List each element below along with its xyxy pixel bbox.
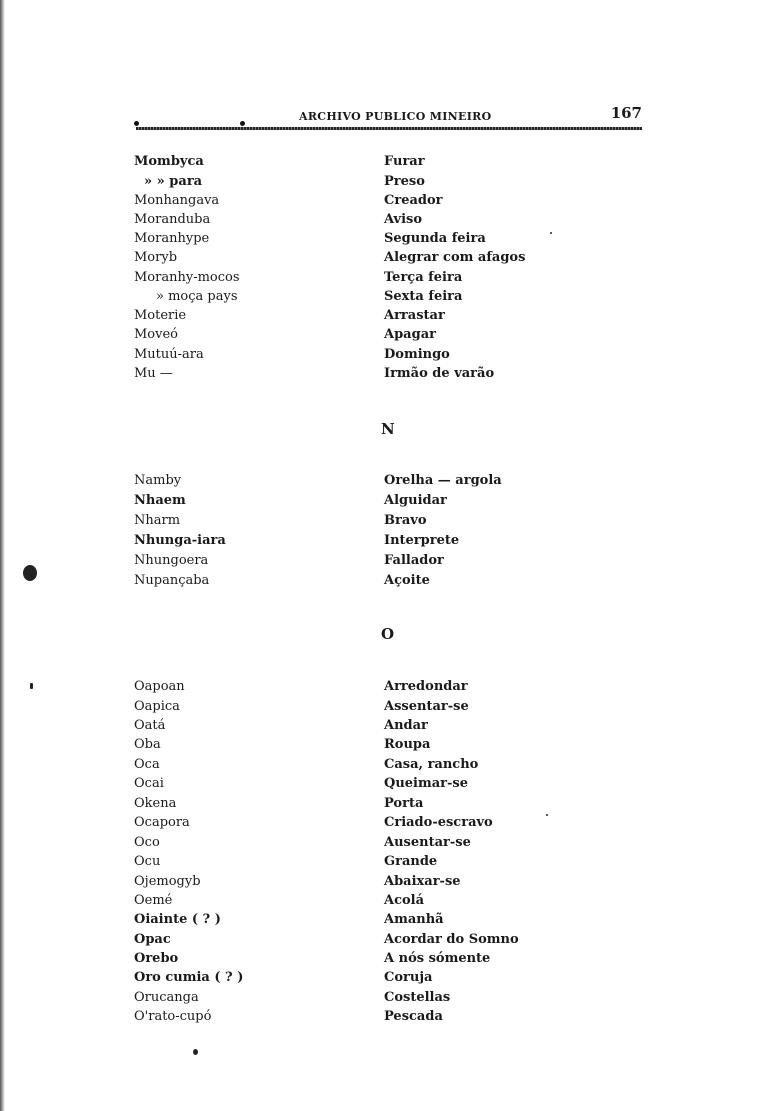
page-edge [0, 0, 5, 1111]
glossary-term: Moranhy-mocos [134, 270, 240, 285]
header-rule [136, 127, 642, 130]
glossary-term: Oapoan [134, 679, 185, 694]
glossary-term: Ocu [134, 854, 161, 869]
glossary-term: Oco [134, 835, 160, 850]
glossary-term: Mutuú-ara [134, 347, 204, 362]
glossary-term: Mu — [134, 366, 173, 381]
glossary-meaning: Apagar [384, 327, 436, 342]
glossary-term: Orebo [134, 951, 179, 966]
glossary-meaning: Preso [384, 174, 425, 189]
glossary-term: Moranhype [134, 231, 210, 246]
glossary-meaning: Abaixar-se [384, 874, 461, 889]
glossary-term: Nupançaba [134, 573, 210, 588]
glossary-term: Nhaem [134, 493, 186, 508]
header-dot [240, 121, 245, 126]
glossary-meaning: Roupa [384, 737, 431, 752]
glossary-meaning: Interprete [384, 533, 460, 548]
glossary-meaning: Alegrar com afagos [384, 250, 526, 265]
glossary-meaning: Segunda feira [384, 231, 486, 246]
glossary-term: Oca [134, 757, 160, 772]
ink-mark [30, 683, 33, 689]
glossary-meaning: Orelha — argola [384, 473, 502, 488]
glossary-term: » moça pays [156, 289, 238, 304]
glossary-term: Opac [134, 932, 171, 947]
glossary-meaning: Acordar do Somno [384, 932, 519, 947]
ink-speck [550, 232, 552, 234]
glossary-term: Moryb [134, 250, 178, 265]
glossary-meaning: Creador [384, 193, 443, 208]
glossary-meaning: Bravo [384, 513, 427, 528]
ink-blot [23, 565, 37, 581]
glossary-term: Nharm [134, 513, 181, 528]
glossary-term: Moterie [134, 308, 187, 323]
glossary-meaning: Criado-escravo [384, 815, 493, 830]
section-letter: N [381, 420, 395, 438]
running-header [134, 100, 642, 134]
glossary-meaning: Terça feira [384, 270, 463, 285]
glossary-meaning: Coruja [384, 970, 433, 985]
glossary-meaning: Alguidar [384, 493, 447, 508]
glossary-term: Oro cumia ( ? ) [134, 970, 244, 985]
glossary-meaning: Amanhã [384, 912, 444, 927]
glossary-meaning: Domingo [384, 347, 450, 362]
glossary-term: Orucanga [134, 990, 199, 1005]
glossary-meaning: Sexta feira [384, 289, 463, 304]
glossary-meaning: Furar [384, 154, 425, 169]
section-letter: O [381, 625, 395, 643]
glossary-meaning: Ausentar-se [384, 835, 471, 850]
glossary-meaning: Irmão de varão [384, 366, 495, 381]
glossary-term: O'rato-cupó [134, 1009, 212, 1024]
glossary-term: Moranduba [134, 212, 211, 227]
glossary-meaning: Costellas [384, 990, 451, 1005]
ink-dot [193, 1049, 198, 1055]
glossary-meaning: Assentar-se [384, 699, 469, 714]
header-dot [134, 121, 139, 126]
glossary-term: Ocai [134, 776, 164, 791]
glossary-meaning: Arredondar [384, 679, 468, 694]
glossary-meaning: Porta [384, 796, 424, 811]
glossary-meaning: A nós sómente [384, 951, 491, 966]
glossary-term: Nhungoera [134, 553, 209, 568]
glossary-term: Ojemogyb [134, 874, 201, 889]
glossary-meaning: Arrastar [384, 308, 445, 323]
glossary-meaning: Acolá [384, 893, 425, 908]
glossary-term: Monhangava [134, 193, 220, 208]
glossary-term: Okena [134, 796, 177, 811]
glossary-term: Namby [134, 473, 182, 488]
glossary-term: Nhunga-iara [134, 533, 226, 548]
glossary-term: Oemé [134, 893, 173, 908]
page-number: 167 [610, 104, 642, 122]
glossary-term: Moveó [134, 327, 179, 342]
glossary-meaning: Queimar-se [384, 776, 468, 791]
glossary-meaning: Pescada [384, 1009, 443, 1024]
glossary-meaning: Fallador [384, 553, 444, 568]
header-title: ARCHIVO PUBLICO MINEIRO [299, 110, 492, 123]
glossary-term: Oba [134, 737, 161, 752]
glossary-term: Ocapora [134, 815, 190, 830]
glossary-term: Oapica [134, 699, 180, 714]
glossary-meaning: Grande [384, 854, 438, 869]
glossary-meaning: Açoite [384, 573, 430, 588]
glossary-term: Oatá [134, 718, 166, 733]
glossary-meaning: Aviso [384, 212, 423, 227]
ink-speck [546, 814, 548, 816]
glossary-term: Mombyca [134, 154, 204, 169]
glossary-term: » » para [144, 174, 203, 189]
glossary-meaning: Andar [384, 718, 428, 733]
glossary-meaning: Casa, rancho [384, 757, 479, 772]
glossary-term: Oiainte ( ? ) [134, 912, 221, 927]
